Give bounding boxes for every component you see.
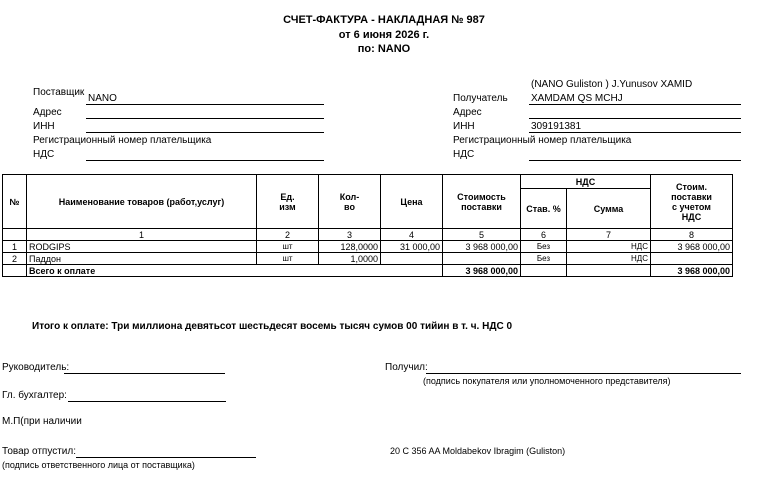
row-nds-rate: Без bbox=[521, 253, 567, 265]
row-unit: шт bbox=[257, 241, 319, 253]
col-number: 3 bbox=[319, 229, 381, 241]
row-nds-sum: НДС bbox=[567, 241, 651, 253]
invoice-date: от 6 июня 2026 г. bbox=[338, 29, 430, 41]
accountant-signature-line bbox=[68, 401, 226, 402]
row-cost bbox=[443, 253, 521, 265]
invoice-basis: по: NANO bbox=[357, 43, 411, 55]
recipient-nds-label: НДС bbox=[453, 149, 475, 160]
header-cost: Стоимость поставки bbox=[443, 175, 521, 229]
row-price bbox=[381, 253, 443, 265]
recipient-nds-line bbox=[529, 160, 741, 161]
supplier-inn-line bbox=[86, 132, 324, 133]
director-signature-line bbox=[64, 373, 225, 374]
row-qty: 1,0000 bbox=[319, 253, 381, 265]
supplier-reg-label: Регистрационный номер плательщика bbox=[33, 135, 212, 146]
supplier-name-line bbox=[86, 104, 324, 105]
accountant-label: Гл. бухгалтер: bbox=[2, 390, 67, 401]
row-total bbox=[651, 253, 733, 265]
row-total: 3 968 000,00 bbox=[651, 241, 733, 253]
recipient-name-line1: (NANO Guliston ) J.Yunusov XAMID bbox=[531, 79, 693, 90]
recipient-address-line bbox=[529, 118, 741, 119]
supplier-label: Поставщик bbox=[33, 87, 85, 98]
released-note: (подпись ответственного лица от поставщика) bbox=[2, 460, 195, 470]
col-number: 8 bbox=[651, 229, 733, 241]
recipient-name-line bbox=[529, 104, 741, 105]
header-qty: Кол- во bbox=[319, 175, 381, 229]
recipient-inn: 309191381 bbox=[531, 121, 582, 132]
supplier-address-line bbox=[86, 118, 324, 119]
received-note: (подпись покупателя или уполномоченного представителя) bbox=[423, 376, 671, 386]
supplier-address-label: Адрес bbox=[33, 107, 62, 118]
total-cost: 3 968 000,00 bbox=[443, 265, 521, 277]
released-label: Товар отпустил: bbox=[2, 446, 76, 457]
invoice-table bbox=[2, 174, 733, 277]
supplier-nds-line bbox=[86, 160, 324, 161]
invoice-title: СЧЕТ-ФАКТУРА - НАКЛАДНАЯ № 987 bbox=[283, 14, 485, 26]
header-price: Цена bbox=[381, 175, 443, 229]
total-label: Всего к оплате bbox=[27, 265, 443, 277]
col-number: 4 bbox=[381, 229, 443, 241]
col-number: 5 bbox=[443, 229, 521, 241]
col-number: 6 bbox=[521, 229, 567, 241]
payment-summary: Итого к оплате: Три миллиона девятьсот шестьдесят восемь тысяч сумов 00 тийин в т. ч. НДС 0 bbox=[32, 321, 513, 332]
header-nds-sum: Сумма bbox=[567, 189, 651, 229]
row-cost: 3 968 000,00 bbox=[443, 241, 521, 253]
row-name: Паддон bbox=[27, 253, 257, 265]
col-number: 1 bbox=[27, 229, 257, 241]
row-num: 1 bbox=[3, 241, 27, 253]
recipient-label: Получатель bbox=[453, 93, 508, 104]
total-row bbox=[3, 265, 733, 277]
received-label: Получил: bbox=[385, 362, 428, 373]
header-num: № bbox=[3, 175, 27, 229]
recipient-inn-line bbox=[529, 132, 741, 133]
row-name: RODGIPS bbox=[27, 241, 257, 253]
recipient-inn-label: ИНН bbox=[453, 121, 475, 132]
header-name: Наименование товаров (работ,услуг) bbox=[27, 175, 257, 229]
total-with-nds: 3 968 000,00 bbox=[651, 265, 733, 277]
row-nds-sum: НДС bbox=[567, 253, 651, 265]
header-total: Стоим. поставки с учетом НДС bbox=[651, 175, 733, 229]
col-number: 7 bbox=[567, 229, 651, 241]
header-unit: Ед. изм bbox=[257, 175, 319, 229]
supplier-name: NANO bbox=[88, 93, 117, 104]
recipient-name-line2: XAMDAM QS MCHJ bbox=[531, 93, 623, 104]
recipient-address-label: Адрес bbox=[453, 107, 482, 118]
recipient-reg-label: Регистрационный номер плательщика bbox=[453, 135, 632, 146]
director-label: Руководитель: bbox=[2, 362, 70, 373]
col-number: 2 bbox=[257, 229, 319, 241]
row-qty: 128,0000 bbox=[319, 241, 381, 253]
stamp-label: М.П(при наличии bbox=[2, 416, 82, 427]
table-row bbox=[3, 241, 733, 253]
column-numbers-row bbox=[3, 229, 733, 241]
header-nds: НДС bbox=[521, 175, 651, 189]
supplier-nds-label: НДС bbox=[33, 149, 55, 160]
released-signature-line bbox=[76, 457, 256, 458]
row-num: 2 bbox=[3, 253, 27, 265]
driver-info: 20 C 356 AA Moldabekov Ibragim (Guliston) bbox=[390, 446, 566, 456]
received-signature-line bbox=[426, 373, 741, 374]
row-nds-rate: Без bbox=[521, 241, 567, 253]
header-nds-rate: Став. % bbox=[521, 189, 567, 229]
row-unit: шт bbox=[257, 253, 319, 265]
row-price: 31 000,00 bbox=[381, 241, 443, 253]
table-row bbox=[3, 253, 733, 265]
supplier-inn-label: ИНН bbox=[33, 121, 55, 132]
